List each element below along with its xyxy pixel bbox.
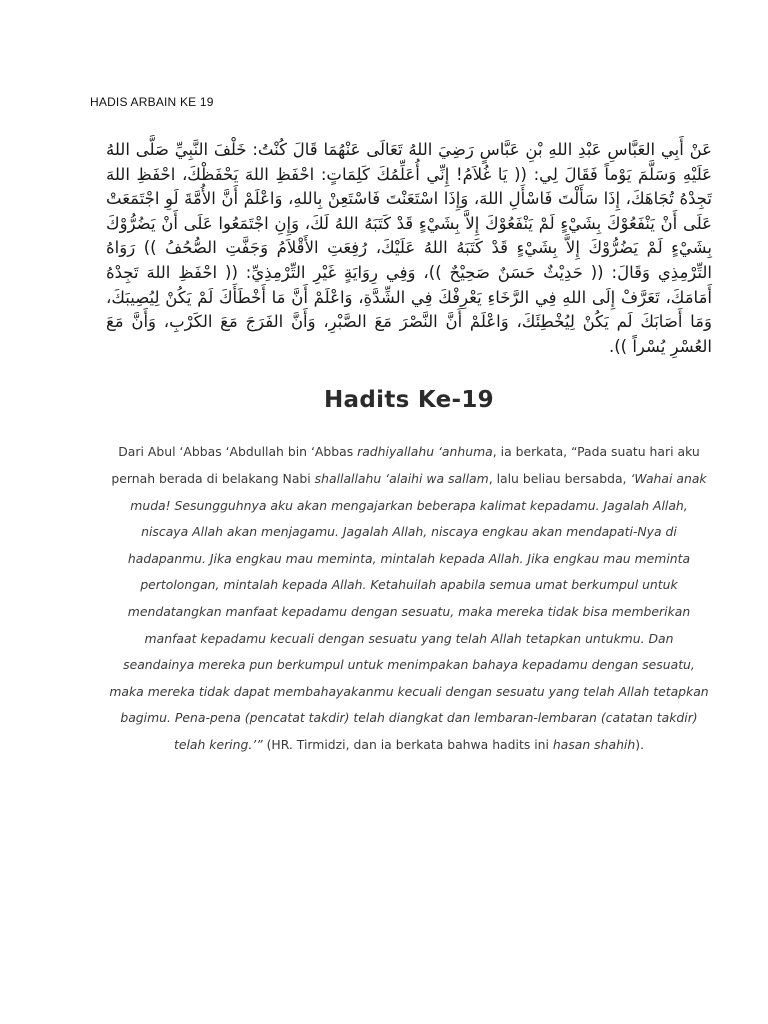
translation-italic: radhiyallahu ‘anhuma <box>357 444 493 460</box>
hadith-title: Hadits Ke-19 <box>324 387 494 414</box>
translation-text: Dari Abul ‘Abbas ‘Abdullah bin ‘Abbas <box>118 444 358 460</box>
translation-text: ). <box>635 736 645 752</box>
hadith-image <box>104 138 714 752</box>
translation-text: , lalu beliau bersabda, <box>488 470 631 486</box>
translation-text: (HR. Tirmidzi, dan ia berkata bahwa hadits ini <box>262 736 553 752</box>
translation-italic: shallallahu ‘alaihi wa sallam <box>314 470 489 486</box>
translation-text: , ia berkata, “Pada suatu hari aku pernah berada di belakang Nabi <box>111 444 700 486</box>
arabic-hadith-text: عَنْ أَبِي العَبَّاسِ عَبْدِ اللهِ بْنِ عَبَّاسٍ رَضِيَ اللهُ تَعَالَى عَنْهُمَا قَالَ كُنْتُ: خَلْفَ النَّبِيِّ صَلَّى اللهُ عَلَيْهِ وَسَلَّمَ يَوْماً فَقَالَ لِي: (( يَا غُلاَمُ! إِنِّي أُعَلِّمُكَ كَلِمَاتٍ: احْفَظِ اللهَ يَحْفَظْكَ، احْفَظِ اللهَ تَجِدْهُ تُجَاهَكَ، إِذَا سَأَلْتَ فَاسْأَلِ اللهَ، وَإِذَا اسْتَعَنْتَ فَاسْتَعِنْ بِاللهِ، وَاعْلَمْ أَنَّ الأُمَّةَ لَوِ اجْتَمَعَتْ عَلَى أَنْ يَنْفَعُوْكَ بِشَيْءٍ لَمْ يَنْفَعُوْكَ إِلاَّ بِشَيْءٍ قَدْ كَتَبَهُ اللهُ لَكَ، وَإِنِ اجْتَمَعُوا عَلَى أَنْ يَضُرُّوْكَ بِشَيْءٍ لَمْ يَضُرُّوْكَ إِلاَّ بِشَيْءٍ قَدْ كَتَبَهُ اللهُ عَلَيْكَ، رُفِعَتِ الأَقْلاَمُ وَجَفَّتِ الصُّحُفُ )) رَوَاهُ التِّرْمِذِي وَقَالَ: (( حَدِيْثٌ حَسَنٌ صَحِيْحٌ ))، وَفِي رِوَايَةٍ غَيْرِ التِّرْمِذِيِّ: (( احْفَظِ اللهَ تَجِدْهُ أَمَامَكَ، تَعَرَّفْ إِلَى اللهِ فِي الرَّخَاءِ يَعْرِفْكَ فِي الشِّدَّةِ، وَاعْلَمْ أَنَّ مَا أَخْطَأَكَ لَمْ يَكُنْ لِيُصِيبَكَ، وَمَا أَصَابَكَ لَم يَكُنْ لِيُخْطِئَكَ، وَاعْلَمْ أَنَّ النَّصْرَ مَعَ الصَّبْرِ، وَأَنَّ الفَرَجَ مَعَ الكَرْبِ، وَأَنَّ مَعَ العُسْرِ يُسْراً )). <box>106 140 712 356</box>
translation-italic: ‘Wahai anak muda! Sesungguhnya aku akan mengajarkan beberapa kalimat kepadamu. Jagalah Allah, niscaya Allah akan menjagamu. Jagalah Allah, niscaya engkau akan mendapati-Nya di hadapanmu. Jika engkau mau meminta, mintalah kepada Allah. Jika engkau mau meminta pertolongan, mintalah kepada Allah. Ketahuilah apabila semua umat berkumpul untuk mendatangkan manfaat kepadamu dengan sesuatu, maka mereka tidak bisa memberikan manfaat kepadamu kecuali dengan sesuatu yang telah Allah tetapkan untukmu. Dan seandainya mereka pun berkumpul untuk menimpakan bahaya kepadamu dengan sesuatu, maka mereka tidak dapat membahayakanmu kecuali dengan sesuatu yang telah Allah tetapkan bagimu. Pena-pena (pencatat takdir) telah diangkat dan lembaran-lembaran (catatan takdir) telah kering.’” <box>109 470 709 752</box>
translation-paragraph <box>108 439 710 758</box>
translation-italic: hasan shahih <box>552 736 636 752</box>
document-header: HADIS ARBAIN KE 19 <box>90 95 214 109</box>
